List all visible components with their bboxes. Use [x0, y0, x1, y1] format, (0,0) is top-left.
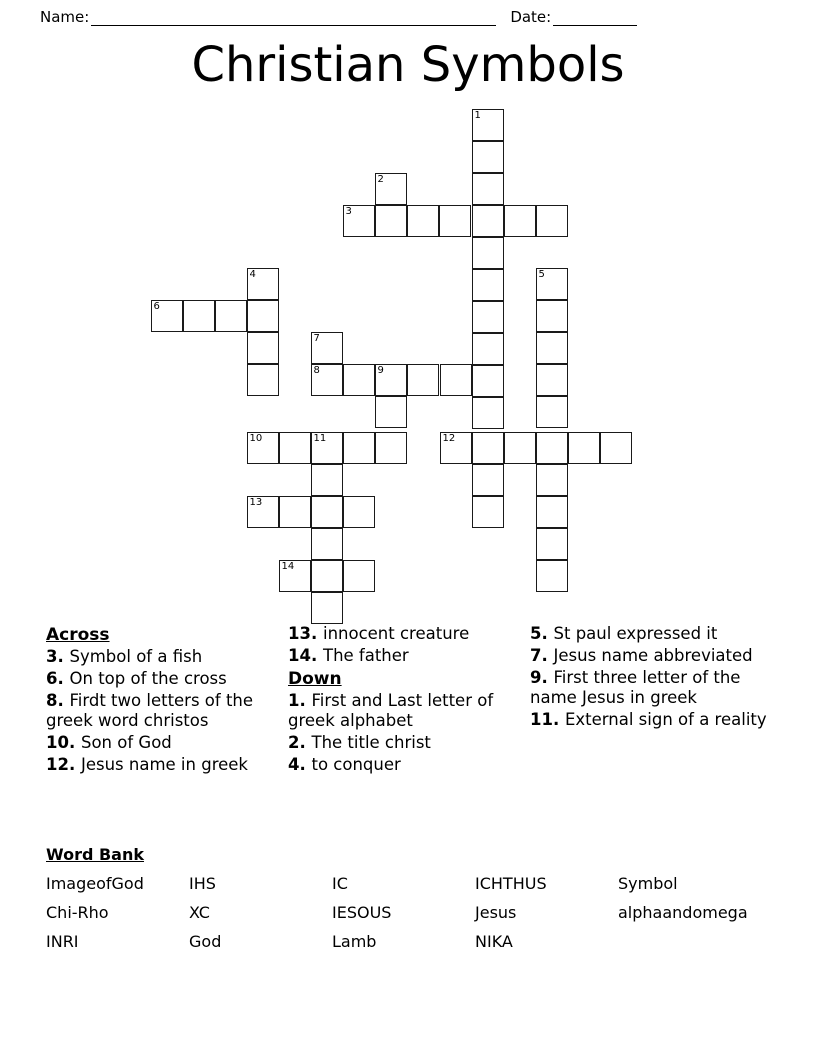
word-bank-word[interactable]: NIKA [475, 932, 513, 951]
crossword-cell[interactable] [536, 496, 568, 528]
clue-item-13[interactable] [288, 624, 526, 644]
word-bank [46, 845, 786, 961]
clue-text: First and Last letter of greek alphabet [288, 691, 494, 730]
clue-item-7[interactable] [530, 646, 778, 666]
word-bank-word[interactable]: Lamb [332, 932, 377, 951]
crossword-cell[interactable] [439, 205, 471, 237]
crossword-cell-numbered-13[interactable] [247, 496, 279, 528]
word-bank-word[interactable]: IHS [189, 874, 216, 893]
word-bank-row [46, 903, 786, 923]
clue-number: 5. [530, 624, 554, 643]
clue-text: Jesus name abbreviated [553, 646, 753, 665]
word-bank-word[interactable]: alphaandomega [618, 903, 748, 922]
crossword-cell[interactable] [536, 560, 568, 592]
clue-number: 13. [288, 624, 323, 643]
crossword-cell[interactable] [375, 205, 407, 237]
crossword-cell-number: 6 [153, 301, 160, 312]
crossword-cell[interactable] [472, 496, 504, 528]
clue-number: 10. [46, 733, 81, 752]
crossword-cell-numbered-3[interactable] [343, 205, 375, 237]
word-bank-word[interactable]: Jesus [475, 903, 517, 922]
clue-item-1[interactable] [288, 691, 526, 731]
word-bank-word[interactable]: ICHTHUS [475, 874, 547, 893]
crossword-cell-numbered-12[interactable] [440, 432, 472, 464]
clue-item-12[interactable] [46, 755, 284, 775]
crossword-cell[interactable] [343, 496, 375, 528]
crossword-cell[interactable] [247, 332, 279, 364]
crossword-cell[interactable] [375, 396, 407, 428]
crossword-cell[interactable] [472, 173, 504, 205]
clue-text: Firdt two letters of the greek word christos [46, 691, 254, 730]
crossword-cell[interactable] [311, 464, 343, 496]
crossword-cell[interactable] [183, 300, 215, 332]
crossword-cell-numbered-5[interactable] [536, 268, 568, 300]
crossword-cell-number: 13 [249, 497, 263, 508]
clue-column-1 [46, 624, 284, 777]
clue-number: 6. [46, 669, 70, 688]
crossword-cell-number: 5 [538, 269, 545, 280]
crossword-cell[interactable] [472, 432, 504, 464]
crossword-cell-numbered-8[interactable] [311, 364, 343, 396]
crossword-cell-number: 2 [377, 174, 384, 185]
clue-number: 2. [288, 733, 312, 752]
crossword-cell-numbered-10[interactable] [247, 432, 279, 464]
word-bank-heading: Word Bank [46, 845, 145, 864]
crossword-cell[interactable] [536, 205, 568, 237]
clue-item-10[interactable] [46, 733, 284, 753]
crossword-cell-number: 8 [313, 365, 320, 376]
clue-text: Jesus name in greek [80, 755, 248, 774]
crossword-cell[interactable] [472, 365, 504, 397]
clue-number: 12. [46, 755, 81, 774]
clue-number: 11. [530, 710, 565, 729]
clue-item-3[interactable] [46, 647, 284, 667]
crossword-cell[interactable] [472, 205, 504, 237]
clue-column-2 [288, 624, 526, 777]
clue-section-heading-across: Across [46, 625, 110, 645]
clue-text: First three letter of the name Jesus in greek [530, 668, 741, 707]
clue-text: Son of God [80, 733, 172, 752]
clue-number: 1. [288, 691, 312, 710]
crossword-cell[interactable] [247, 364, 279, 396]
name-label: Name: [40, 8, 90, 26]
crossword-cell-numbered-2[interactable] [375, 173, 407, 205]
crossword-cell-numbered-7[interactable] [311, 332, 343, 364]
clue-text: External sign of a reality [564, 710, 767, 729]
page-title: Christian Symbols [191, 37, 625, 93]
crossword-cell-number: 11 [313, 433, 327, 444]
crossword-cell[interactable] [536, 300, 568, 332]
crossword-cell[interactable] [311, 560, 343, 592]
crossword-cell-numbered-4[interactable] [247, 268, 279, 300]
clue-item-6[interactable] [46, 669, 284, 689]
crossword-cell[interactable] [215, 300, 247, 332]
crossword-cell[interactable] [472, 464, 504, 496]
clue-text: Symbol of a fish [69, 647, 203, 666]
clue-text: St paul expressed it [553, 624, 718, 643]
word-bank-word[interactable]: IESOUS [332, 903, 392, 922]
crossword-cell[interactable] [343, 432, 375, 464]
crossword-cell[interactable] [536, 396, 568, 428]
clue-number: 9. [530, 668, 554, 687]
crossword-cell-numbered-11[interactable] [311, 432, 343, 464]
crossword-cell[interactable] [311, 496, 343, 528]
crossword-cell[interactable] [311, 528, 343, 560]
clue-number: 8. [46, 691, 70, 710]
crossword-cell[interactable] [472, 301, 504, 333]
crossword-cell[interactable] [407, 364, 439, 396]
crossword-cell-numbered-6[interactable] [151, 300, 183, 332]
word-bank-word[interactable]: INRI [46, 932, 79, 951]
crossword-cell-number: 1 [474, 110, 481, 121]
crossword-cell[interactable] [440, 364, 472, 396]
crossword-cell[interactable] [375, 432, 407, 464]
clue-item-14[interactable] [288, 646, 526, 666]
clue-item-5[interactable] [530, 624, 778, 644]
crossword-cell[interactable] [504, 205, 536, 237]
clue-number: 3. [46, 647, 70, 666]
crossword-cell[interactable] [343, 364, 375, 396]
clue-item-4[interactable] [288, 755, 526, 775]
crossword-cell[interactable] [536, 432, 568, 464]
word-bank-word[interactable]: Chi-Rho [46, 903, 109, 922]
word-bank-word[interactable]: IC [332, 874, 348, 893]
crossword-cell-number: 14 [281, 561, 295, 572]
crossword-cell-number: 10 [249, 433, 263, 444]
clue-text: The title christ [311, 733, 431, 752]
clue-text: to conquer [311, 755, 401, 774]
crossword-cell[interactable] [279, 496, 311, 528]
clue-number: 7. [530, 646, 554, 665]
crossword-cell[interactable] [536, 528, 568, 560]
clue-number: 4. [288, 755, 312, 774]
crossword-cell-numbered-1[interactable] [472, 109, 504, 141]
clue-number: 14. [288, 646, 323, 665]
crossword-cell[interactable] [600, 432, 632, 464]
crossword-cell[interactable] [536, 332, 568, 364]
crossword-cell[interactable] [472, 237, 504, 269]
crossword-cell-number: 4 [249, 269, 256, 280]
crossword-cell-numbered-14[interactable] [279, 560, 311, 592]
clue-column-3 [530, 624, 778, 732]
word-bank-word[interactable]: XC [189, 903, 210, 922]
clue-item-2[interactable] [288, 733, 526, 753]
crossword-cell-numbered-9[interactable] [375, 364, 407, 396]
crossword-cell[interactable] [407, 205, 439, 237]
crossword-cell-number: 12 [442, 433, 456, 444]
clues-area [0, 624, 816, 834]
crossword-cell-number: 9 [377, 365, 384, 376]
clue-item-8[interactable] [46, 691, 284, 731]
crossword-cell-number: 3 [345, 206, 352, 217]
crossword-cell[interactable] [472, 141, 504, 173]
word-bank-rows [46, 874, 786, 952]
crossword-cell[interactable] [343, 560, 375, 592]
word-bank-row [46, 874, 786, 894]
date-label: Date: [510, 8, 552, 26]
clue-item-11[interactable] [530, 710, 778, 730]
clue-text: The father [322, 646, 409, 665]
clue-section-heading-down: Down [288, 669, 342, 689]
word-bank-word[interactable]: God [189, 932, 222, 951]
crossword-cell[interactable] [472, 333, 504, 365]
word-bank-word[interactable]: ImageofGod [46, 874, 144, 893]
clue-text: innocent creature [322, 624, 470, 643]
word-bank-row [46, 932, 786, 952]
crossword-cell[interactable] [472, 397, 504, 429]
crossword-cell[interactable] [472, 269, 504, 301]
crossword-cell[interactable] [568, 432, 600, 464]
crossword-cell[interactable] [279, 432, 311, 464]
crossword-cell[interactable] [536, 464, 568, 496]
clue-item-9[interactable] [530, 668, 778, 708]
word-bank-word[interactable]: Symbol [618, 874, 678, 893]
crossword-cell-number: 7 [313, 333, 320, 344]
crossword-cell[interactable] [504, 432, 536, 464]
crossword-cell[interactable] [311, 592, 343, 624]
crossword-cell[interactable] [247, 300, 279, 332]
clue-text: On top of the cross [69, 669, 227, 688]
crossword-cell[interactable] [536, 364, 568, 396]
